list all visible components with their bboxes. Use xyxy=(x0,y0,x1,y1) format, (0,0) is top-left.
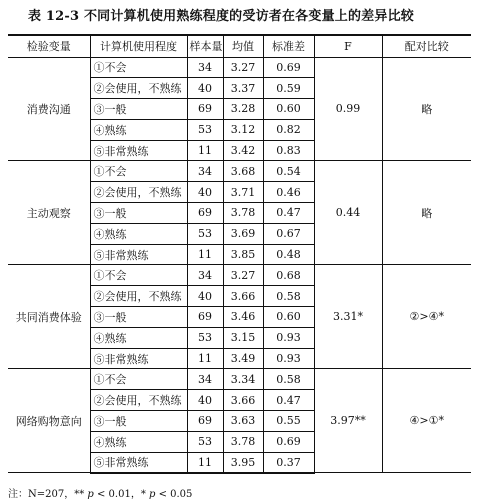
f-value-cell: 3.97** xyxy=(314,369,382,473)
mean-cell: 3.27 xyxy=(223,57,263,78)
mean-cell: 3.95 xyxy=(223,452,263,473)
usage-level-cell: ④熟练 xyxy=(90,327,187,348)
table-row xyxy=(8,369,471,390)
mean-cell: 3.66 xyxy=(223,286,263,307)
std-dev-cell: 0.67 xyxy=(263,223,314,244)
sample-size-cell: 34 xyxy=(187,57,223,78)
note-mid: < 0.01，* xyxy=(93,489,149,500)
sample-size-cell: 40 xyxy=(187,286,223,307)
usage-level-cell: ⑤非常熟练 xyxy=(90,244,187,265)
sample-size-cell: 69 xyxy=(187,411,223,432)
usage-level-cell: ①不会 xyxy=(90,161,187,182)
sample-size-cell: 11 xyxy=(187,244,223,265)
sample-size-cell: 40 xyxy=(187,78,223,99)
note-p-symbol: p xyxy=(87,489,94,500)
sample-size-cell: 34 xyxy=(187,265,223,286)
sample-size-cell: 53 xyxy=(187,223,223,244)
sample-size-cell: 11 xyxy=(187,452,223,473)
mean-cell: 3.66 xyxy=(223,390,263,411)
usage-level-cell: ②会使用，不熟练 xyxy=(90,78,187,99)
std-dev-cell: 0.60 xyxy=(263,307,314,328)
usage-level-cell: ③一般 xyxy=(90,307,187,328)
std-dev-cell: 0.69 xyxy=(263,57,314,78)
usage-level-cell: ①不会 xyxy=(90,57,187,78)
std-dev-cell: 0.58 xyxy=(263,286,314,307)
std-dev-cell: 0.60 xyxy=(263,99,314,120)
f-value-cell: 0.44 xyxy=(314,161,382,265)
usage-level-cell: ②会使用，不熟练 xyxy=(90,182,187,203)
std-dev-cell: 0.59 xyxy=(263,78,314,99)
table-title: 表 12-3 不同计算机使用熟练程度的受访者在各变量上的差异比较 xyxy=(28,9,414,24)
mean-cell: 3.63 xyxy=(223,411,263,432)
usage-level-cell: ④熟练 xyxy=(90,119,187,140)
std-dev-cell: 0.69 xyxy=(263,431,314,452)
table-row xyxy=(8,161,471,182)
sample-size-cell: 53 xyxy=(187,327,223,348)
table-row xyxy=(8,265,471,286)
mean-cell: 3.71 xyxy=(223,182,263,203)
mean-cell: 3.78 xyxy=(223,203,263,224)
sample-size-cell: 40 xyxy=(187,390,223,411)
f-value-cell: 0.99 xyxy=(314,57,382,161)
mean-cell: 3.28 xyxy=(223,99,263,120)
mean-cell: 3.69 xyxy=(223,223,263,244)
sample-size-cell: 34 xyxy=(187,161,223,182)
mean-cell: 3.68 xyxy=(223,161,263,182)
std-dev-cell: 0.58 xyxy=(263,369,314,390)
std-dev-cell: 0.68 xyxy=(263,265,314,286)
sample-size-cell: 69 xyxy=(187,99,223,120)
std-dev-cell: 0.93 xyxy=(263,348,314,369)
std-dev-cell: 0.47 xyxy=(263,203,314,224)
pairwise-comparison-cell: 略 xyxy=(382,161,471,265)
sample-size-cell: 40 xyxy=(187,182,223,203)
mean-cell: 3.15 xyxy=(223,327,263,348)
usage-level-cell: ④熟练 xyxy=(90,431,187,452)
header-pairwise-comparison: 配对比较 xyxy=(382,35,471,57)
variable-cell: 网络购物意向 xyxy=(8,369,90,473)
usage-level-cell: ⑤非常熟练 xyxy=(90,348,187,369)
mean-cell: 3.12 xyxy=(223,119,263,140)
comparison-table xyxy=(8,34,471,474)
mean-cell: 3.34 xyxy=(223,369,263,390)
std-dev-cell: 0.83 xyxy=(263,140,314,161)
header-mean: 均值 xyxy=(223,35,263,57)
sample-size-cell: 53 xyxy=(187,431,223,452)
std-dev-cell: 0.55 xyxy=(263,411,314,432)
std-dev-cell: 0.54 xyxy=(263,161,314,182)
usage-level-cell: ③一般 xyxy=(90,411,187,432)
header-usage-level: 计算机使用程度 xyxy=(90,35,187,57)
mean-cell: 3.78 xyxy=(223,431,263,452)
usage-level-cell: ⑤非常熟练 xyxy=(90,452,187,473)
header-f-value: F xyxy=(314,35,382,57)
usage-level-cell: ①不会 xyxy=(90,265,187,286)
std-dev-cell: 0.37 xyxy=(263,452,314,473)
mean-cell: 3.46 xyxy=(223,307,263,328)
variable-cell: 共同消费体验 xyxy=(8,265,90,369)
sample-size-cell: 11 xyxy=(187,348,223,369)
f-value-cell: 3.31* xyxy=(314,265,382,369)
usage-level-cell: ③一般 xyxy=(90,99,187,120)
pairwise-comparison-cell: 略 xyxy=(382,57,471,161)
sample-size-cell: 69 xyxy=(187,203,223,224)
header-sample-size: 样本量 xyxy=(187,35,223,57)
note-suffix: < 0.05 xyxy=(155,489,193,500)
sample-size-cell: 34 xyxy=(187,369,223,390)
sample-size-cell: 11 xyxy=(187,140,223,161)
header-std-dev: 标准差 xyxy=(263,35,314,57)
note-prefix: 注：N=207，** xyxy=(8,489,88,500)
usage-level-cell: ④熟练 xyxy=(90,223,187,244)
pairwise-comparison-cell: ④>①* xyxy=(382,369,471,473)
usage-level-cell: ②会使用，不熟练 xyxy=(90,390,187,411)
header-row xyxy=(8,35,471,57)
note-p-symbol: p xyxy=(149,489,156,500)
sample-size-cell: 69 xyxy=(187,307,223,328)
std-dev-cell: 0.47 xyxy=(263,390,314,411)
usage-level-cell: ⑤非常熟练 xyxy=(90,140,187,161)
std-dev-cell: 0.46 xyxy=(263,182,314,203)
mean-cell: 3.49 xyxy=(223,348,263,369)
mean-cell: 3.37 xyxy=(223,78,263,99)
usage-level-cell: ①不会 xyxy=(90,369,187,390)
mean-cell: 3.27 xyxy=(223,265,263,286)
usage-level-cell: ②会使用，不熟练 xyxy=(90,286,187,307)
std-dev-cell: 0.82 xyxy=(263,119,314,140)
variable-cell: 主动观察 xyxy=(8,161,90,265)
table-row xyxy=(8,57,471,78)
variable-cell: 消费沟通 xyxy=(8,57,90,161)
usage-level-cell: ③一般 xyxy=(90,203,187,224)
mean-cell: 3.85 xyxy=(223,244,263,265)
header-variable: 检验变量 xyxy=(8,35,90,57)
pairwise-comparison-cell: ②>④* xyxy=(382,265,471,369)
sample-size-cell: 53 xyxy=(187,119,223,140)
mean-cell: 3.42 xyxy=(223,140,263,161)
std-dev-cell: 0.48 xyxy=(263,244,314,265)
std-dev-cell: 0.93 xyxy=(263,327,314,348)
